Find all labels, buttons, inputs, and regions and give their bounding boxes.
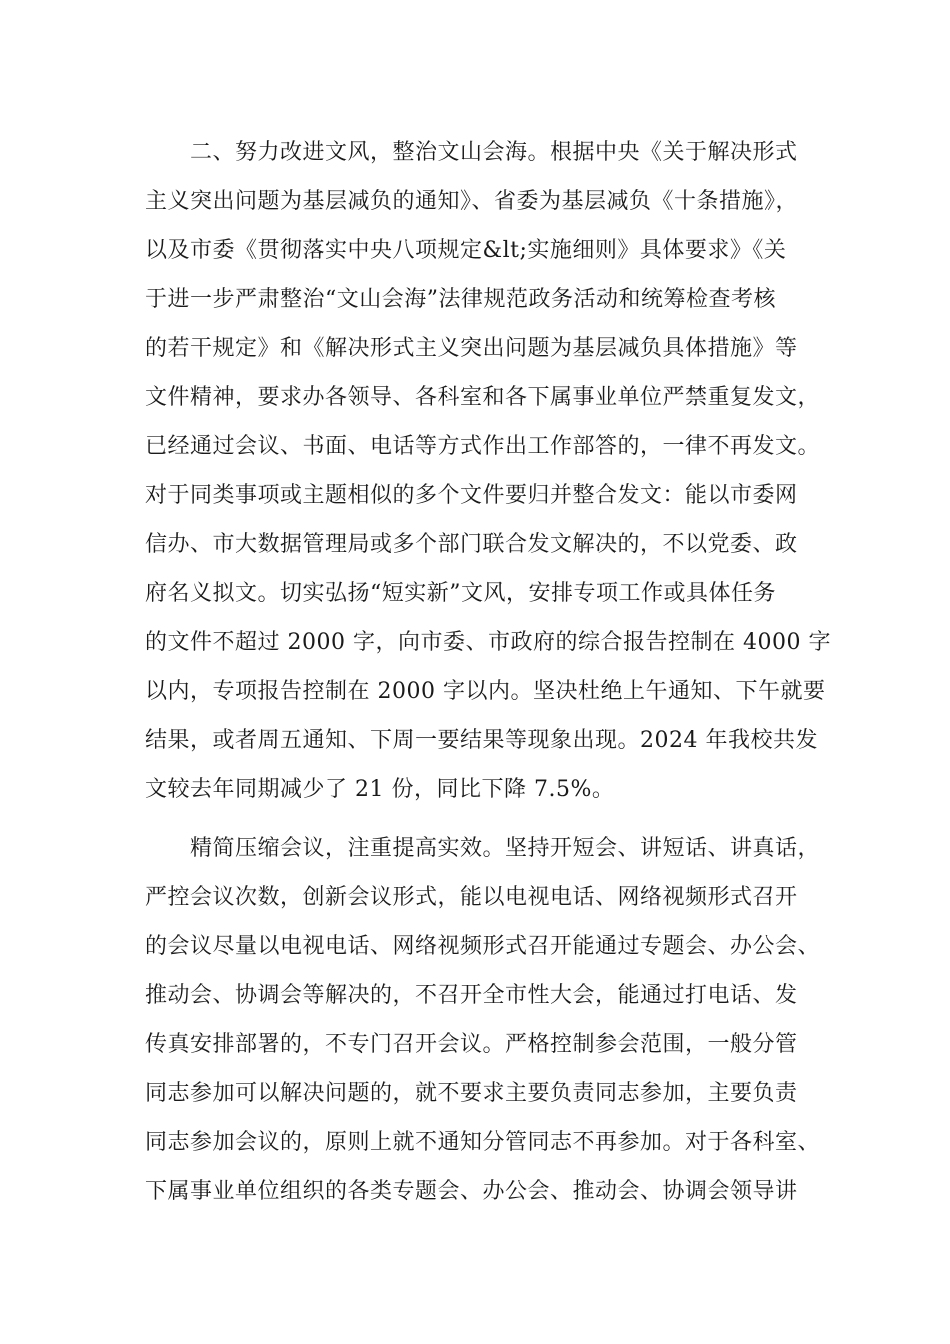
paragraph-line: 二、努力改进文风，整治文山会海。根据中央《关于解决形式: [190, 140, 798, 165]
paragraph-line: 传真安排部署的，不专门召开会议。严格控制参会范围，一般分管: [145, 1032, 798, 1057]
paragraph-line: 结果，或者周五通知、下周一要结果等现象出现。2024 年我校共发: [145, 728, 818, 753]
paragraph-line: 府名义拟文。切实弘扬“短实新”文风，安排专项工作或具体任务: [145, 581, 776, 606]
paragraph-line: 严控会议次数，创新会议形式，能以电视电话、网络视频形式召开: [145, 885, 798, 910]
paragraph-line: 同志参加可以解决问题的，就不要求主要负责同志参加，主要负责: [145, 1081, 798, 1106]
paragraph-line: 主义突出问题为基层减负的通知》、省委为基层减负《十条措施》，: [145, 189, 799, 214]
paragraph-line: 文较去年同期减少了 21 份，同比下降 7.5%。: [145, 777, 615, 802]
paragraph-line: 以内，专项报告控制在 2000 字以内。坚决杜绝上午通知、下午就要: [145, 679, 826, 704]
paragraph-line: 精简压缩会议，注重提高实效。坚持开短会、讲短话、讲真话，: [190, 836, 821, 861]
paragraph-line: 的若干规定》和《解决形式主义突出问题为基层减负具体措施》等: [145, 336, 798, 361]
paragraph-line: 推动会、协调会等解决的，不召开全市性大会，能通过打电话、发: [145, 983, 798, 1008]
paragraph-line: 的文件不超过 2000 字，向市委、市政府的综合报告控制在 4000 字: [145, 630, 831, 655]
paragraph-line: 下属事业单位组织的各类专题会、办公会、推动会、协调会领导讲: [145, 1179, 798, 1204]
paragraph-line: 对于同类事项或主题相似的多个文件要归并整合发文：能以市委网: [145, 483, 798, 508]
paragraph-line: 已经通过会议、书面、电话等方式作出工作部答的，一律不再发文。: [145, 434, 821, 459]
paragraph-line: 以及市委《贯彻落实中央八项规定&lt;实施细则》具体要求》《关: [145, 238, 787, 263]
paragraph-line: 文件精神，要求办各领导、各科室和各下属事业单位严禁重复发文，: [145, 385, 821, 410]
paragraph-line: 于进一步严肃整治“文山会海”法律规范政务活动和统筹检查考核: [145, 287, 776, 312]
paragraph-line: 信办、市大数据管理局或多个部门联合发文解决的，不以党委、政: [145, 532, 798, 557]
paragraph-line: 同志参加会议的，原则上就不通知分管同志不再参加。对于各科室、: [145, 1130, 821, 1155]
paragraph-line: 的会议尽量以电视电话、网络视频形式召开能通过专题会、办公会、: [145, 934, 821, 959]
